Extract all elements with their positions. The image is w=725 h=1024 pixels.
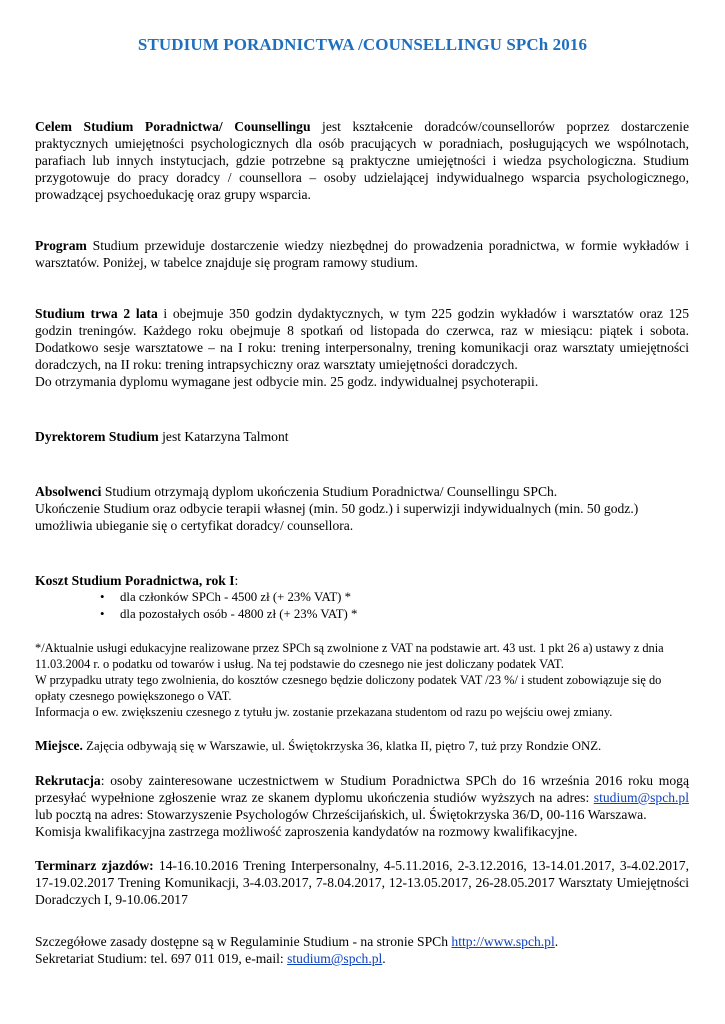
duration-section — [35, 305, 689, 390]
footer-section — [35, 933, 689, 967]
place-paragraph — [35, 737, 689, 755]
cost-item-others — [100, 606, 689, 623]
bullet-icon: • — [100, 590, 105, 604]
intro-paragraph — [35, 118, 689, 203]
vat-note-line: Informacja o ew. zwiększeniu czesnego z tytułu jw. zostanie przekazana studentom od razu po wejściu owej zmiany. — [35, 705, 613, 719]
diploma-requirement: Do otrzymania dyplomu wymagane jest odbycie min. 25 godz. indywidualnej psychoterapii. — [35, 374, 539, 389]
cost-heading — [35, 572, 689, 589]
bullet-icon: • — [100, 607, 105, 621]
intro-text: jest kształcenie doradców/counsellorów poprzez dostarczenie praktycznych umiejętności psychologicznych dla osób pracujących w poradniach, posługujących we wspólnotach, parafiach lub innych instytucjach, gdzie potrzebne są praktyczne umiejętności i wiedza psychologiczna. Studium przygotowuje do pracy doradcy / counsellora – osoby udzielającej indywidualnego wsparcia psychologicznego, prowadzącej psychoedukację oraz grupy wsparcia. — [35, 119, 689, 202]
intro-lead: Celem Studium Poradnictwa/ Counsellingu — [35, 119, 311, 134]
director-paragraph — [35, 428, 689, 445]
cost-section — [35, 572, 689, 623]
secretariat-text: Sekretariat Studium: tel. 697 011 019, e-mail: — [35, 951, 288, 966]
cost-heading-colon: : — [234, 573, 239, 588]
cost-item-members — [100, 589, 689, 606]
rules-line — [35, 933, 689, 950]
graduates-text: Studium otrzymają dyplom ukończenia Studium Poradnictwa/ Counsellingu SPCh. — [101, 484, 558, 499]
schedule-paragraph — [35, 857, 689, 908]
director-lead: Dyrektorem Studium — [35, 429, 159, 444]
graduates-lead: Absolwenci — [35, 484, 102, 499]
cost-heading-text: Koszt Studium Poradnictwa, rok I — [35, 573, 235, 588]
secretariat-email-link[interactable]: studium@spch.pl — [287, 951, 383, 966]
recruitment-text: : osoby zainteresowane uczestnictwem w Studium Poradnictwa SPCh do 16 września 2016 roku mogą przesyłać wypełnione zgłoszenie wraz ze skanem dyplomu ukończenia studiów wyższych na adres: — [35, 773, 689, 805]
certificate-paragraph: Ukończenie Studium oraz odbycie terapii własnej (min. 50 godz.) i superwizji indywidualnych (min. 50 godz.) umożliwia ubieganie się o certyfikat doradcy/ counsellora. — [35, 501, 639, 533]
schedule-text: 14-16.10.2016 Trening Interpersonalny, 4-5.11.2016, 2-3.12.2016, 13-14.01.2017, 3-4.02.2017, 17-19.02.2017 Trening Komunikacji, 3-4.03.2017, 7-8.04.2017, 12-13.05.2017, 26-28.05.2017 Warsztaty Umiejętności Doradczych I, 9-10.06.2017 — [35, 858, 689, 907]
graduates-paragraph — [35, 483, 689, 500]
secretariat-end: . — [382, 951, 386, 966]
document-title: STUDIUM PORADNICTWA /COUNSELLINGU SPCh 2016 — [137, 35, 588, 54]
duration-lead: Studium trwa 2 lata — [35, 306, 158, 321]
recruitment-text-after: lub pocztą na adres: Stowarzyszenie Psychologów Chrześcijańskich, ul. Świętokrzyska 36/D, 00-116 Warszawa. — [35, 807, 647, 822]
graduates-section — [35, 483, 689, 534]
rules-text: Szczegółowe zasady dostępne są w Regulaminie Studium - na stronie SPCh — [35, 934, 452, 949]
cost-item-label: dla członków SPCh - 4500 zł (+ 23% VAT) * — [120, 590, 352, 604]
secretariat-line — [35, 950, 689, 967]
place-lead: Miejsce. — [35, 738, 83, 753]
program-paragraph — [35, 237, 689, 271]
vat-note — [35, 640, 689, 720]
rules-end: . — [554, 934, 559, 949]
recruitment-lead: Rekrutacja — [35, 773, 101, 788]
recruitment-section — [35, 772, 689, 840]
document-body — [35, 118, 689, 967]
cost-list — [35, 589, 689, 623]
vat-note-line: W przypadku utraty tego zwolnienia, do kosztów czesnego będzie doliczony podatek VAT /23 %/ i student zobowiązuje się do opłaty czesnego powiększonego o VAT. — [35, 673, 662, 703]
program-text: Studium przewiduje dostarczenie wiedzy niezbędnej do prowadzenia poradnictwa, w formie wykładów i warsztatów. Poniżej, w tabelce znajduje się program ramowy studium. — [35, 238, 689, 270]
duration-text: i obejmuje 350 godzin dydaktycznych, w tym 225 godzin wykładów i warsztatów oraz 125 godzin treningów. Każdego roku obejmuje 8 spotkań od listopada do czerwca, raz w miesiącu: piątek i sobota. Dodatkowo sesje warsztatowe – na I roku: trening interpersonalny, trening komunikacji oraz warsztaty umiejętności doradczych, na II roku: trening intrapsychiczny oraz warsztaty umiejętności doradczych. — [35, 306, 689, 372]
schedule-lead: Terminarz zjazdów: — [35, 858, 154, 873]
recruitment-paragraph — [35, 772, 689, 823]
recruitment-email-link[interactable]: studium@spch.pl — [593, 790, 689, 805]
cost-item-label: dla pozostałych osób - 4800 zł (+ 23% VAT) * — [120, 607, 358, 621]
vat-note-line: */Aktualnie usługi edukacyjne realizowane przez SPCh są zwolnione z VAT na podstawie art. 43 ust. 1 pkt 26 a) ustawy z dnia 11.03.2004 r. o podatku od towarów i usług. Na tej podstawie do czesnego nie jest doliczany podatek VAT. — [35, 641, 664, 671]
place-text: Zajęcia odbywają się w Warszawie, ul. Świętokrzyska 36, klatka II, piętro 7, tuż przy Rondzie ONZ. — [82, 739, 602, 753]
website-link[interactable]: http://www.spch.pl — [451, 934, 555, 949]
recruitment-note: Komisja kwalifikacyjna zastrzega możliwość zaproszenia kandydatów na rozmowy kwalifikacyjne. — [35, 824, 578, 839]
director-text: jest Katarzyna Talmont — [158, 429, 289, 444]
duration-paragraph — [35, 305, 689, 373]
program-lead: Program — [35, 238, 87, 253]
